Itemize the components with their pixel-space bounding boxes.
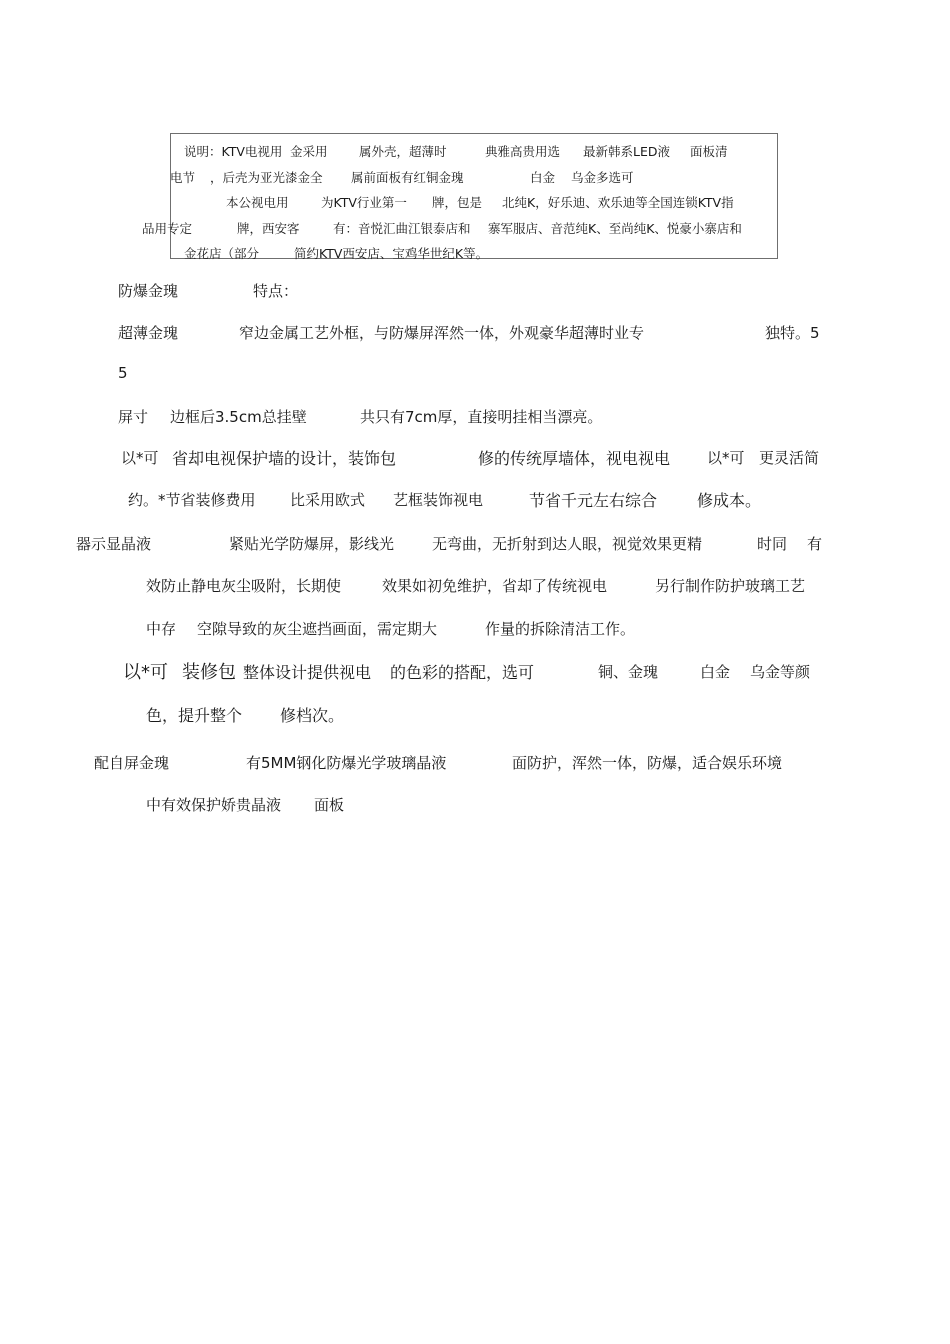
- body-text: 以*可: [123, 662, 168, 683]
- box-text: 牌，西安客: [237, 221, 300, 236]
- body-text: 紧贴光学防爆屏，影线光: [229, 535, 395, 553]
- body-text: 铜、金瑰: [598, 663, 659, 681]
- box-text: ，后壳为亚光漆金全: [210, 170, 323, 185]
- box-text: 金采用: [290, 144, 328, 159]
- box-text: 典雅高贵用选: [485, 144, 561, 159]
- box-text: 白金: [530, 170, 556, 185]
- box-text: 本公视电用: [226, 195, 289, 210]
- body-text: 窄边金属工艺外框，与防爆屏浑然一体，外观豪华超薄时业专: [239, 324, 645, 342]
- box-text: 有：音悦汇曲江银泰店和: [333, 221, 471, 236]
- box-text: 属外壳，超薄时: [359, 144, 447, 159]
- body-text: 节省千元左右综合: [529, 491, 658, 510]
- body-text: 乌金等颜: [750, 663, 811, 681]
- body-text: 共只有7cm厚，直接明挂相当漂亮。: [360, 408, 603, 426]
- body-text: 整体设计提供视电: [243, 663, 372, 682]
- body-text: 5: [118, 364, 128, 382]
- body-text: 比采用欧式: [290, 491, 366, 509]
- body-text: 艺框装饰视电: [393, 491, 484, 509]
- box-text: 乌金多选可: [571, 170, 634, 185]
- body-text: 面防护，浑然一体，防爆，适合娱乐环境: [512, 754, 783, 772]
- box-text: 简约KTV西安店、宝鸡华世纪K等。: [294, 246, 489, 261]
- body-text: 时同: [757, 535, 788, 553]
- body-text: 以*可: [707, 449, 745, 467]
- body-text: 中有效保护娇贵晶液: [146, 796, 282, 814]
- box-text: 最新韩系LED液: [583, 144, 670, 159]
- body-text: 色，提升整个: [146, 706, 243, 725]
- body-text: 无弯曲，无折射到达人眼，视觉效果更精: [432, 535, 703, 553]
- body-text: 器示显晶液: [76, 535, 152, 553]
- body-text: 超薄金瑰: [118, 324, 179, 342]
- body-text: 修档次。: [280, 706, 345, 725]
- body-text: 有: [807, 535, 823, 553]
- section-heading: 特点：: [253, 282, 299, 300]
- box-text: 金花店（部分: [184, 246, 260, 261]
- box-text: 寨军服店、音范纯K、至尚纯K、悦豪小寨店和: [488, 221, 742, 236]
- body-text: 有5MM钢化防爆光学玻璃晶液: [246, 754, 447, 772]
- body-text: 效果如初免维护，省却了传统视电: [382, 577, 608, 595]
- body-text: 配自屏金瑰: [94, 754, 170, 772]
- body-text: 修成本。: [697, 491, 762, 510]
- box-text: 说明：KTV电视用: [184, 144, 283, 159]
- body-text: 边框后3.5cm总挂壁: [170, 408, 307, 426]
- box-text: 牌，包是: [432, 195, 483, 210]
- body-text: 独特。5: [765, 324, 820, 342]
- box-text: 电节: [170, 170, 196, 185]
- body-text: 修的传统厚墙体，视电视电: [478, 449, 671, 468]
- box-text: 面板清: [690, 144, 728, 159]
- body-text: 作量的拆除清洁工作。: [485, 620, 636, 638]
- body-text: 白金: [700, 663, 731, 681]
- body-text: 约。*节省装修费用: [128, 491, 256, 509]
- body-text: 屏寸: [118, 408, 149, 426]
- body-text: 以*可: [121, 449, 159, 467]
- body-text: 的色彩的搭配，选可: [390, 663, 535, 682]
- body-text: 更灵活简: [759, 449, 820, 467]
- body-text: 另行制作防护玻璃工艺: [655, 577, 806, 595]
- box-text: 北纯K，好乐迪、欢乐迪等全国连锁KTV指: [502, 195, 734, 210]
- section-heading: 防爆金瑰: [118, 282, 179, 300]
- body-text: 面板: [314, 796, 345, 814]
- body-text: 省却电视保护墙的设计，装饰包: [172, 449, 397, 468]
- body-text: 效防止静电灰尘吸附，长期使: [146, 577, 342, 595]
- box-text: 品用专定: [142, 221, 193, 236]
- body-text: 装修包: [182, 662, 236, 683]
- body-text: 空隙导致的灰尘遮挡画面，需定期大: [197, 620, 438, 638]
- body-text: 中存: [146, 620, 177, 638]
- box-text: 属前面板有红铜金瑰: [351, 170, 464, 185]
- box-text: 为KTV行业第一: [321, 195, 407, 210]
